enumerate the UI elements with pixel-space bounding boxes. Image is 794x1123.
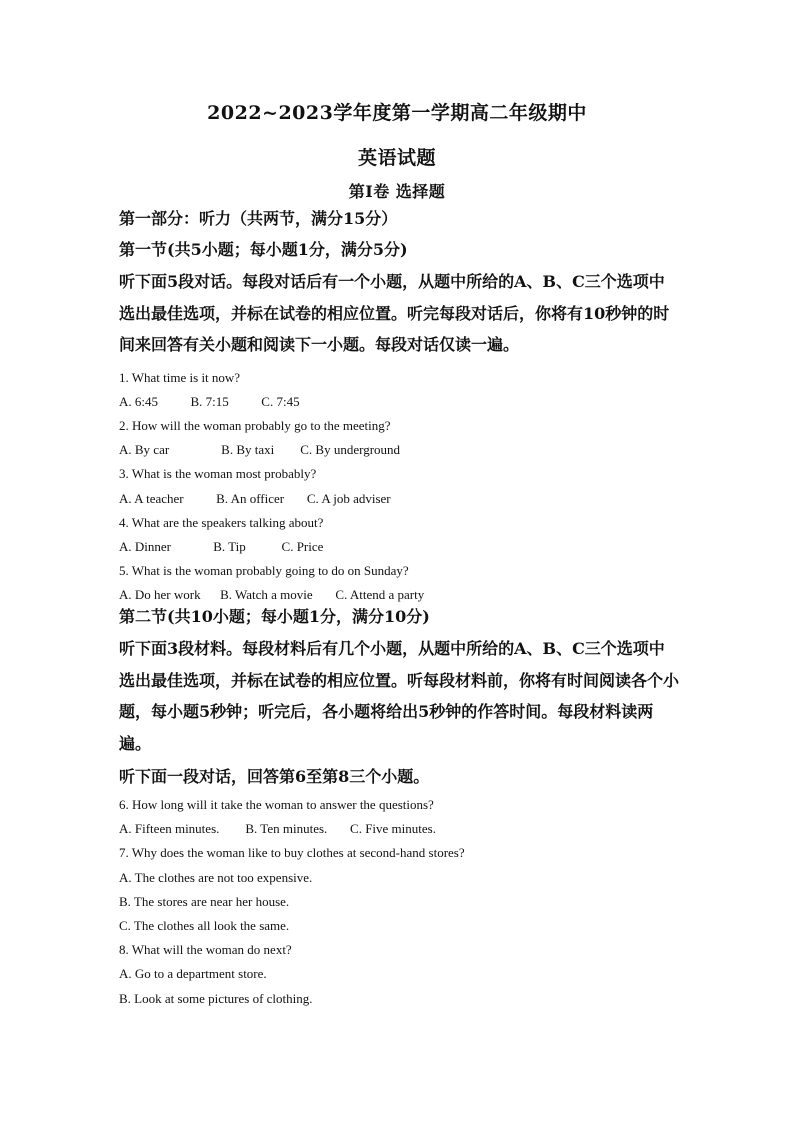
question-7-option-b: B. The stores are near her house.: [119, 893, 290, 909]
section1-heading: 第一节(共5小题；每小题1分，满分5分): [119, 240, 408, 259]
question-5: 5. What is the woman probably going to do on Sunday?: [119, 563, 409, 579]
question-6-options: A. Fifteen minutes. B. Ten minutes. C. Five minutes.: [119, 821, 436, 837]
question-2-options: A. By car B. By taxi C. By underground: [119, 442, 401, 458]
volume-title: 第Ⅰ卷 选择题: [348, 182, 446, 201]
question-list-2: [119, 793, 679, 1011]
section2-heading: 第二节(共10小题；每小题1分，满分10分): [119, 607, 430, 626]
question-3: 3. What is the woman most probably?: [119, 466, 317, 482]
exam-title: 2022~2023学年度第一学期高二年级期中: [207, 102, 587, 124]
part1-section2: [119, 605, 679, 1011]
question-4: 4. What are the speakers talking about?: [119, 514, 324, 530]
question-8-option-b: B. Look at some pictures of clothing.: [119, 990, 313, 1006]
section2-instruction: 听下面3段材料。每段材料后有几个小题，从题中所给的A、B、C三个选项中选出最佳选项，并标在试卷的相应位置。听每段材料前，你将有时间阅读各个小题，每小题5秒钟；听完后，各小题将给出5秒钟的作答时间。每段材料读两遍。: [119, 639, 680, 753]
section1-instruction: 听下面5段对话。每段对话后有一个小题，从题中所给的A、B、C三个选项中选出最佳选项，并标在试卷的相应位置。听完每段对话后，你将有10秒钟的时间来回答有关小题和阅读下一小题。每段对话仅读一遍。: [119, 272, 670, 354]
question-5-options: A. Do her work B. Watch a movie C. Attend a party: [119, 587, 425, 603]
dialogue-heading: 听下面一段对话，回答第6至第8三个小题。: [119, 767, 430, 786]
question-list: [119, 366, 679, 608]
question-7-option-c: C. The clothes all look the same.: [119, 918, 290, 934]
subject-title: 英语试题: [357, 147, 436, 169]
question-8: 8. What will the woman do next?: [119, 942, 292, 958]
question-7: 7. Why does the woman like to buy clothes at second-hand stores?: [119, 845, 465, 861]
question-1: 1. What time is it now?: [119, 369, 241, 385]
question-4-options: A. Dinner B. Tip C. Price: [119, 538, 324, 554]
question-8-option-a: A. Go to a department store.: [119, 966, 267, 982]
question-1-options: A. 6:45 B. 7:15 C. 7:45: [119, 393, 300, 409]
part1-section1: [119, 207, 679, 608]
part1-heading: 第一部分：听力（共两节，满分15分）: [119, 209, 398, 228]
question-2: 2. How will the woman probably go to the meeting?: [119, 417, 391, 433]
question-7-option-a: A. The clothes are not too expensive.: [119, 869, 313, 885]
question-3-options: A. A teacher B. An officer C. A job adviser: [119, 490, 391, 506]
question-6: 6. How long will it take the woman to answer the questions?: [119, 797, 434, 812]
